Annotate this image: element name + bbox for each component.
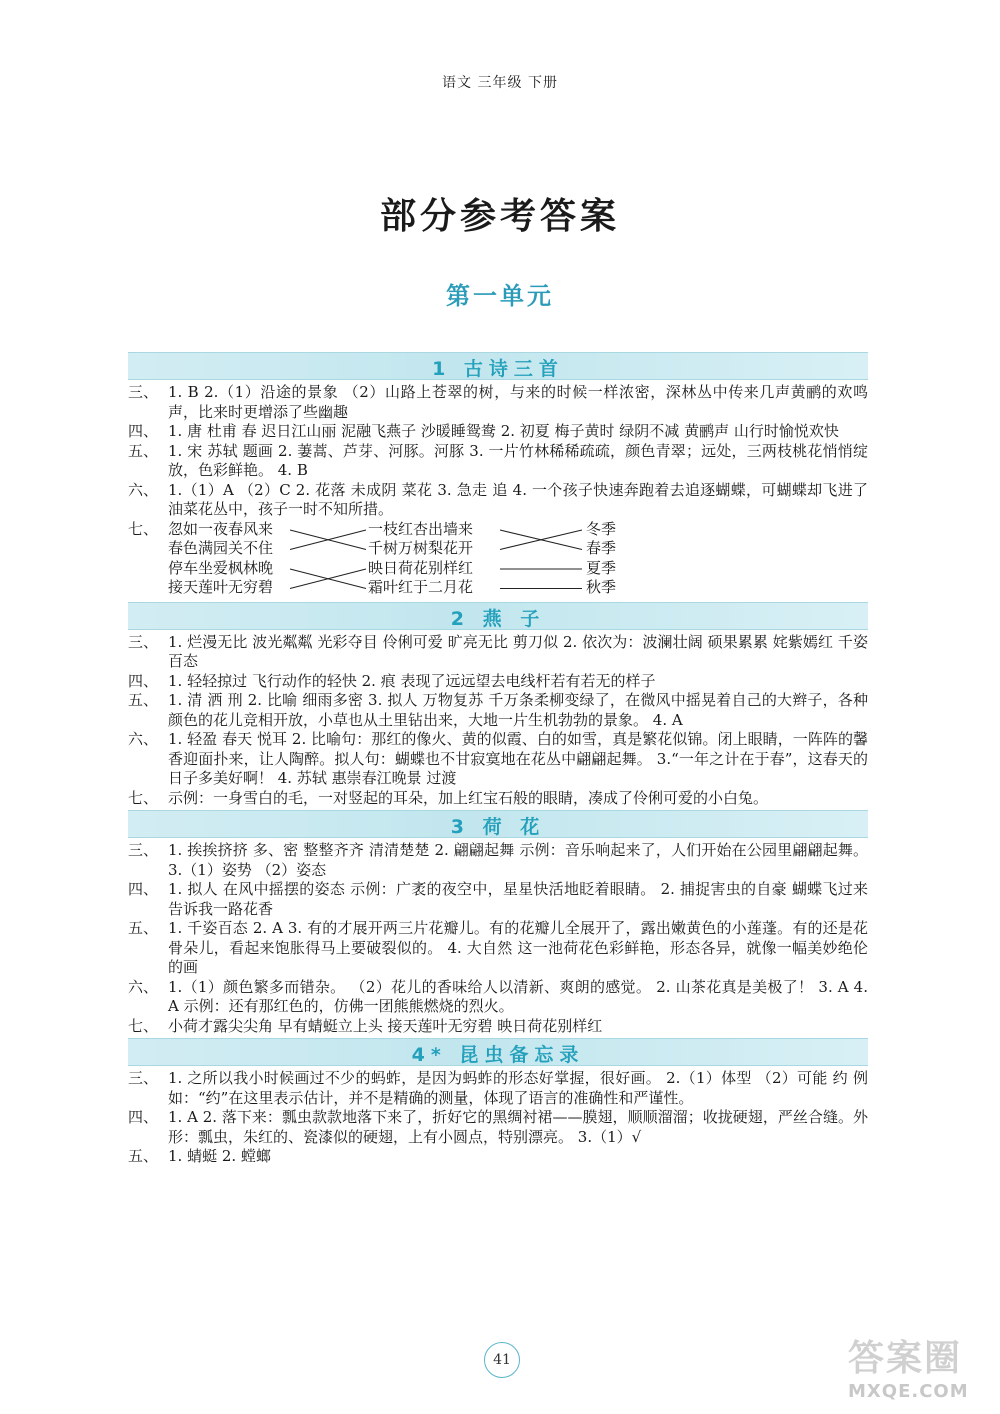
lesson-header-band: [128, 352, 868, 380]
matching-right-entry: 夏季: [586, 558, 617, 577]
lesson-header-band: [128, 602, 868, 630]
answer-label: 四、: [128, 880, 159, 898]
answer-text: 1.（1）A （2）C 2. 花落 未成阴 菜花 3. 急走 追 4. 一个孩子快速奔跑着去追逐蝴蝶，可蝴蝶却飞进了油菜花丛中，孩子一时不知所措。: [168, 480, 868, 518]
matching-middle-entry: 一枝红杏出墙来: [368, 519, 474, 538]
answer-label: 三、: [128, 1069, 159, 1087]
watermark-url: MXQE.COM: [848, 1381, 969, 1402]
matching-connectors: [128, 520, 868, 600]
answer-item: [128, 481, 868, 520]
matching-left-entry: 忽如一夜春风来: [168, 519, 274, 538]
answer-label: 五、: [128, 919, 159, 937]
matching-right-entry: 冬季: [586, 519, 617, 538]
matching-middle-entry: 霜叶红于二月花: [368, 578, 474, 596]
page-header: 语文 三年级 下册: [442, 75, 558, 91]
matching-left-entry: 停车坐爱枫林晚: [168, 558, 274, 577]
watermark-logo: [848, 1330, 988, 1410]
answer-text: 1. 之所以我小时候画过不少的蚂蚱，是因为蚂蚱的形态好掌握，很好画。 2.（1）体型 （2）可能 约 例如：“约”在这里表示估计，并不是精确的测量，体现了语言的准确性和严谨性。: [168, 1069, 868, 1107]
answer-text: 小荷才露尖尖角 早有蜻蜓立上头 接天莲叶无穷碧 映日荷花别样红: [168, 1016, 603, 1035]
answer-label: 六、: [128, 977, 159, 996]
answer-text: 1. 清 洒 刑 2. 比喻 细雨多密 3. 拟人 万物复苏 千万条柔柳变绿了，在微风中摇晃着自己的大辫子，各种颜色的花儿竞相开放，小草也从土里钻出来，大地一片生机勃勃的景象。 4. A: [168, 691, 868, 729]
answer-item: [128, 1017, 868, 1037]
lesson-title: 4* 昆虫备忘录: [411, 1044, 585, 1066]
answer-text: 1. 挨挨挤挤 多、密 整整齐齐 清清楚楚 2. 翩翩起舞 示例：音乐响起来了，人们开始在公园里翩翩起舞。 3.（1）姿势 （2）姿态: [168, 841, 868, 879]
matching-left-entry: 接天莲叶无穷碧: [168, 578, 274, 596]
matching-exercise: [128, 520, 868, 600]
answer-content: [128, 350, 868, 1167]
lesson-title: 2 燕 子: [450, 607, 546, 630]
answer-item: [128, 919, 868, 978]
answer-text: 1.（1）颜色繁多而错杂。 （2）花儿的香味给人以清新、爽朗的感觉。 2. 山茶花真是美极了！ 3. A 4. A 示例：还有那红色的，仿佛一团熊熊燃烧的烈火。: [168, 977, 868, 1015]
answer-item: [128, 730, 868, 789]
page-number: 41: [484, 1342, 520, 1378]
answer-label: 三、: [128, 383, 159, 401]
lesson-title: 3 荷 花: [450, 816, 546, 838]
answer-label: 五、: [128, 441, 159, 460]
answer-label: 六、: [128, 480, 159, 499]
answer-text: 1. B 2.（1）沿途的景象 （2）山路上苍翠的树，与来的时候一样浓密，深林丛中传来几声黄鹂的欢鸣声，比来时更增添了些幽趣: [168, 383, 868, 421]
answer-item: [128, 442, 868, 481]
answer-text: 1. 拟人 在风中摇摆的姿态 示例：广袤的夜空中，星星快活地眨着眼睛。 2. 捕捉害虫的自豪 蝴蝶飞过来 告诉我一路花香: [168, 880, 868, 918]
answer-label: 七、: [128, 1016, 159, 1035]
answer-item: [128, 633, 868, 672]
unit-title: 第一单元: [446, 282, 554, 310]
answer-text: 1. 轻轻掠过 飞行动作的轻快 2. 痕 表现了远远望去电线杆若有若无的样子: [168, 671, 656, 690]
answer-text: 1. A 2. 落下来：瓢虫款款地落下来了，折好它的黑绸衬裙——膜翅，顺顺溜溜；收拢硬翅，严丝合缝。外形：瓢虫，朱红的、瓷漆似的硬翅，上有小圆点，特别漂亮。 3.（1）√: [168, 1108, 868, 1146]
answer-item: [128, 1108, 868, 1147]
answer-label: 四、: [128, 422, 159, 440]
answer-text: 1. 宋 苏轼 题画 2. 萋蒿、芦芽、河豚。河豚 3. 一片竹林稀稀疏疏，颜色青翠；远处，三两枝桃花悄悄绽放，色彩鲜艳。 4. B: [168, 441, 868, 479]
answer-item: [128, 1069, 868, 1108]
matching-right-entry: 春季: [586, 539, 617, 557]
answer-item: [128, 789, 868, 809]
matching-right-entry: 秋季: [586, 578, 617, 596]
lesson-header-band: [128, 810, 868, 838]
page-title: 部分参考答案: [379, 196, 620, 237]
watermark-text: 答案圈: [848, 1338, 963, 1379]
answer-label: 四、: [128, 1108, 159, 1126]
answer-item: [128, 422, 868, 442]
answer-label: 六、: [128, 730, 159, 748]
answer-label: 五、: [128, 691, 159, 709]
answer-item: [128, 880, 868, 919]
answer-label: 七、: [128, 519, 159, 538]
answer-label: 五、: [128, 1147, 159, 1165]
answer-item: [128, 978, 868, 1017]
answer-text: 示例：一身雪白的毛，一对竖起的耳朵，加上红宝石般的眼睛，凑成了伶俐可爱的小白兔。: [168, 788, 769, 807]
answer-item: [128, 383, 868, 422]
matching-left-entry: 春色满园关不住: [168, 539, 274, 557]
lesson-title: 1 古诗三首: [432, 358, 564, 380]
answer-label: 七、: [128, 788, 159, 807]
answer-text: 1. 蜻蜓 2. 螳螂: [168, 1147, 271, 1165]
answer-text: 1. 唐 杜甫 春 迟日江山丽 泥融飞燕子 沙暖睡鸳鸯 2. 初夏 梅子黄时 绿阴不减 黄鹂声 山行时愉悦欢快: [168, 422, 839, 440]
answer-label: 三、: [128, 632, 159, 651]
answer-label: 四、: [128, 671, 159, 690]
answer-item: [128, 691, 868, 730]
answer-item: [128, 1147, 868, 1167]
answer-label: 三、: [128, 841, 159, 859]
lesson-header-band: [128, 1038, 868, 1066]
matching-middle-entry: 映日荷花别样红: [368, 558, 474, 577]
answer-text: 1. 轻盈 春天 悦耳 2. 比喻句：那红的像火、黄的似霞、白的如雪，真是繁花似锦。闭上眼睛，一阵阵的馨香迎面扑来，让人陶醉。拟人句：蝴蝶也不甘寂寞地在花丛中翩翩起舞。 3.“一年之计在于春”，这春天的日子多美好啊！ 4. 苏轼 惠崇春江晚景 过渡: [168, 730, 868, 787]
answer-text: 1. 千姿百态 2. A 3. 有的才展开两三片花瓣儿。有的花瓣儿全展开了，露出嫩黄色的小莲蓬。有的还是花骨朵儿，看起来饱胀得马上要破裂似的。 4. 大自然 这一池荷花色彩鲜艳，形态各异，就像一幅美妙绝伦的画: [168, 919, 868, 976]
answer-item: [128, 672, 868, 692]
answer-text: 1. 烂漫无比 波光粼粼 光彩夺目 伶俐可爱 旷亮无比 剪刀似 2. 依次为：波澜壮阔 硕果累累 姹紫嫣红 千姿百态: [168, 632, 868, 670]
answer-item: [128, 841, 868, 880]
matching-middle-entry: 千树万树梨花开: [368, 539, 474, 557]
